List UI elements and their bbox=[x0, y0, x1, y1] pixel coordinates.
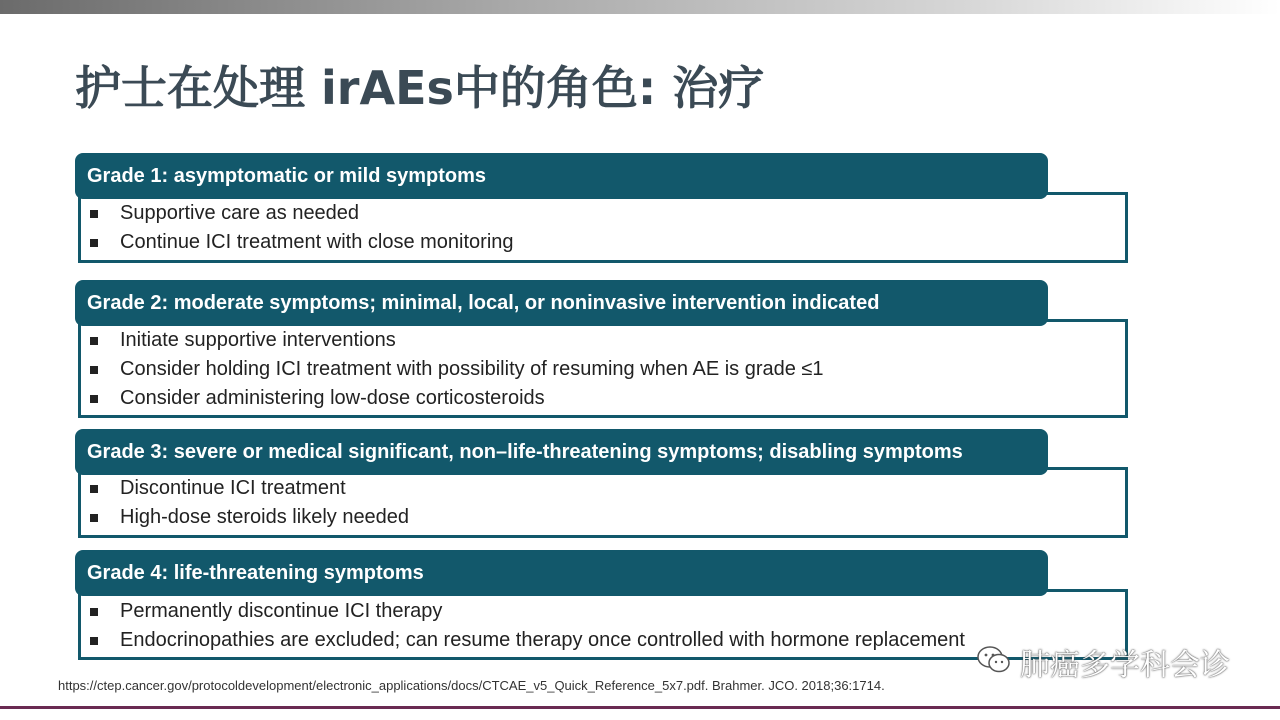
grade-3-list bbox=[88, 474, 409, 532]
watermark-text: 肺癌多学科会诊 bbox=[1020, 648, 1230, 683]
list-item-text: Discontinue ICI treatment bbox=[120, 477, 346, 499]
grade-2-header: Grade 2: moderate symptoms; minimal, local, or noninvasive intervention indicated bbox=[75, 280, 1048, 326]
bullet-square-icon bbox=[90, 608, 98, 616]
wechat-icon bbox=[976, 644, 1012, 681]
bullet-square-icon bbox=[90, 239, 98, 247]
list-item bbox=[88, 597, 965, 626]
grade-1-header: Grade 1: asymptomatic or mild symptoms bbox=[75, 153, 1048, 199]
bullet-square-icon bbox=[90, 395, 98, 403]
list-item-text: Supportive care as needed bbox=[120, 202, 360, 224]
list-item bbox=[88, 228, 514, 257]
list-item bbox=[88, 355, 824, 384]
reference-citation: https://ctep.cancer.gov/protocoldevelopment/electronic_applications/docs/CTCAE_v5_Quick_Reference_5x7.pdf. Brahmer. JCO. 2018;36:1714. bbox=[58, 678, 885, 693]
list-item bbox=[88, 326, 824, 355]
bullet-square-icon bbox=[90, 366, 98, 374]
list-item bbox=[88, 199, 514, 228]
grade-1-list bbox=[88, 199, 514, 257]
grade-4-header: Grade 4: life-threatening symptoms bbox=[75, 550, 1048, 596]
bullet-square-icon bbox=[90, 637, 98, 645]
bullet-square-icon bbox=[90, 485, 98, 493]
top-gradient-bar bbox=[0, 0, 1280, 14]
bottom-accent-line bbox=[0, 706, 1280, 709]
list-item bbox=[88, 384, 824, 413]
watermark bbox=[976, 642, 1230, 682]
bullet-square-icon bbox=[90, 210, 98, 218]
list-item-text: Consider administering low-dose corticosteroids bbox=[120, 387, 545, 409]
bullet-square-icon bbox=[90, 337, 98, 345]
list-item bbox=[88, 503, 409, 532]
list-item-text: Continue ICI treatment with close monitoring bbox=[120, 231, 514, 253]
slide-title: 护士在处理 irAEs中的角色: 治疗 bbox=[75, 61, 765, 115]
list-item bbox=[88, 474, 409, 503]
list-item-text: Permanently discontinue ICI therapy bbox=[120, 600, 443, 622]
bullet-square-icon bbox=[90, 514, 98, 522]
grade-4-list bbox=[88, 597, 965, 655]
list-item-text: Initiate supportive interventions bbox=[120, 329, 396, 351]
list-item bbox=[88, 626, 965, 655]
list-item-text: Endocrinopathies are excluded; can resume therapy once controlled with hormone replacement bbox=[120, 629, 965, 651]
grade-3-header: Grade 3: severe or medical significant, non–life-threatening symptoms; disabling symptoms bbox=[75, 429, 1048, 475]
grade-2-list bbox=[88, 326, 824, 413]
list-item-text: Consider holding ICI treatment with possibility of resuming when AE is grade ≤1 bbox=[120, 358, 824, 380]
list-item-text: High-dose steroids likely needed bbox=[120, 506, 410, 528]
